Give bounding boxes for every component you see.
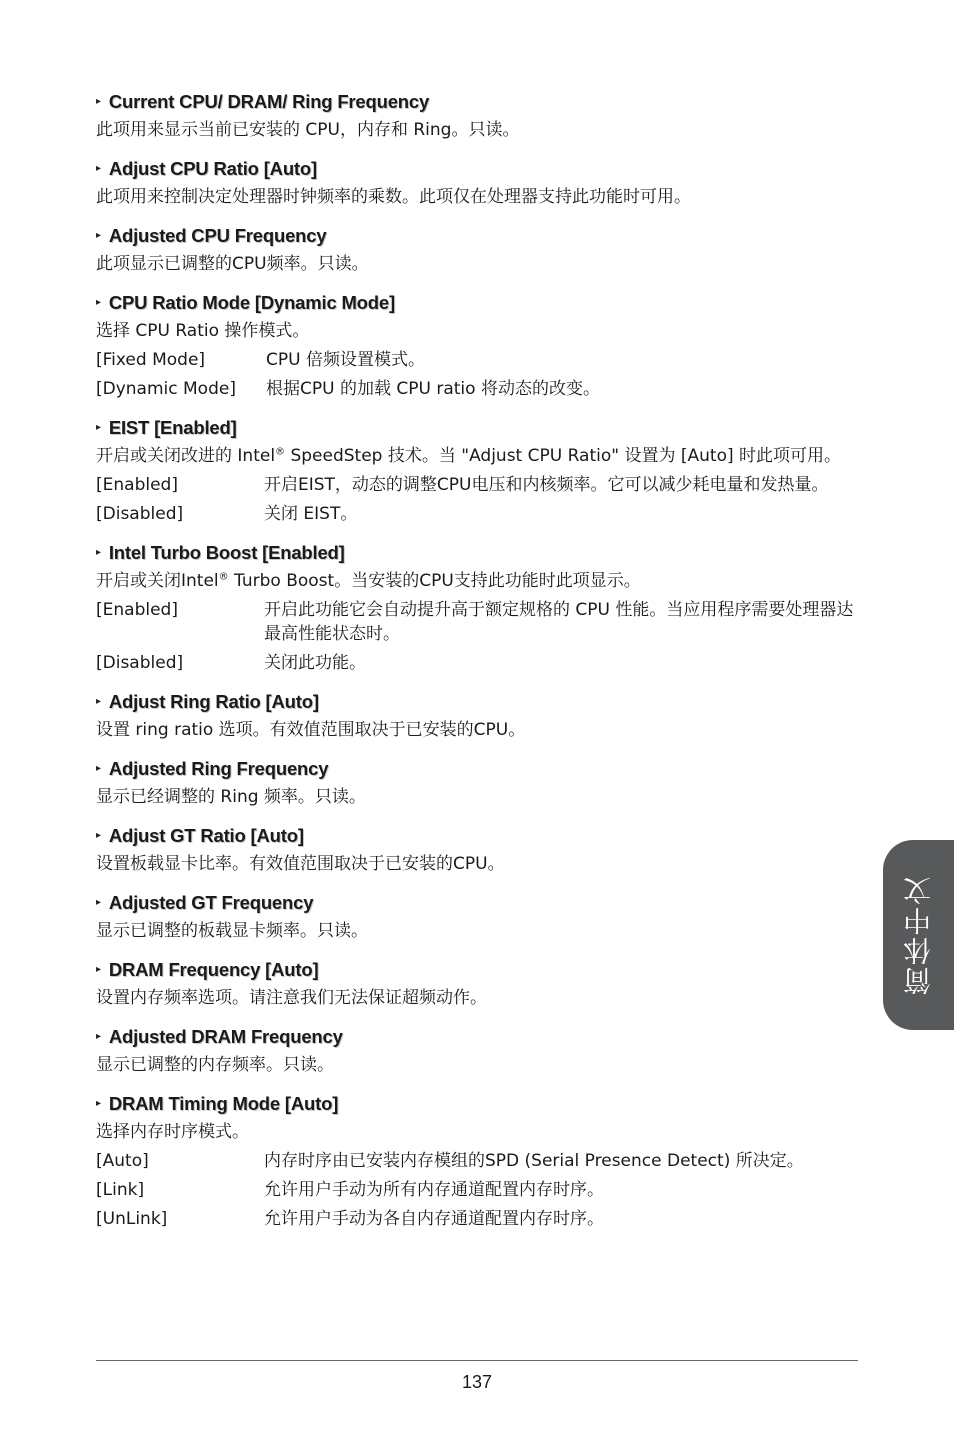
section-adjust-ring-ratio — [96, 690, 858, 742]
option-row — [96, 1178, 858, 1202]
section-description: 开启或关闭Intel® Turbo Boost。当安装的CPU支持此功能时此项显示。 — [96, 571, 641, 591]
section-adjusted-gt-frequency — [96, 891, 858, 943]
section-description: 此项用来显示当前已安装的 CPU，内存和 Ring。只读。 — [96, 120, 520, 140]
option-row — [96, 1207, 858, 1231]
option-key: [Enabled] — [96, 475, 178, 495]
triangle-bullet-icon: ▸ — [96, 96, 101, 107]
triangle-bullet-icon: ▸ — [96, 897, 101, 908]
section-description: 此项显示已调整的CPU频率。只读。 — [96, 254, 369, 274]
option-row — [96, 377, 858, 401]
triangle-bullet-icon: ▸ — [96, 547, 101, 558]
section-heading: ▸ Adjusted DRAM Frequency — [96, 1026, 343, 1047]
option-value: CPU 倍频设置模式。 — [266, 350, 425, 370]
section-description: 显示已调整的板载显卡频率。只读。 — [96, 921, 368, 941]
language-side-tab — [883, 840, 954, 1030]
option-key: [Link] — [96, 1180, 145, 1200]
section-heading: ▸ DRAM Timing Mode [Auto] — [96, 1093, 339, 1114]
section-heading: ▸ Adjust GT Ratio [Auto] — [96, 825, 304, 846]
section-turbo-boost — [96, 541, 858, 675]
option-value: 关闭此功能。 — [264, 653, 366, 673]
section-description: 显示已调整的内存频率。只读。 — [96, 1055, 334, 1075]
section-heading: ▸ CPU Ratio Mode [Dynamic Mode] — [96, 292, 395, 313]
option-value: 关闭 EIST。 — [264, 504, 358, 524]
section-description: 设置板载显卡比率。有效值范围取决于已安装的CPU。 — [96, 854, 505, 874]
option-key: [Fixed Mode] — [96, 350, 206, 370]
triangle-bullet-icon: ▸ — [96, 830, 101, 841]
section-heading: ▸ Adjust Ring Ratio [Auto] — [96, 691, 319, 712]
option-value: 开启EIST，动态的调整CPU电压和内核频率。它可以减少耗电量和发热量。 — [264, 475, 829, 495]
section-description: 显示已经调整的 Ring 频率。只读。 — [96, 787, 366, 807]
page-number: 137 — [461, 1372, 493, 1392]
option-row — [96, 598, 858, 646]
option-row — [96, 1149, 858, 1173]
section-eist — [96, 416, 858, 526]
option-value: 根据CPU 的加载 CPU ratio 将动态的改变。 — [266, 379, 600, 399]
triangle-bullet-icon: ▸ — [96, 1031, 101, 1042]
section-dram-timing-mode — [96, 1092, 858, 1231]
section-heading: ▸ Adjust CPU Ratio [Auto] — [96, 158, 317, 179]
option-row — [96, 651, 858, 675]
section-adjust-gt-ratio — [96, 824, 858, 876]
section-description: 此项用来控制决定处理器时钟频率的乘数。此项仅在处理器支持此功能时可用。 — [96, 187, 691, 207]
option-row — [96, 348, 858, 372]
option-value: 允许用户手动为各自内存通道配置内存时序。 — [264, 1209, 604, 1229]
option-key: [Disabled] — [96, 504, 184, 524]
option-row — [96, 473, 858, 497]
registered-mark: ® — [275, 446, 286, 458]
section-heading: ▸ Intel Turbo Boost [Enabled] — [96, 542, 345, 563]
section-adjusted-cpu-frequency — [96, 224, 858, 276]
section-heading: ▸ Adjusted GT Frequency — [96, 892, 314, 913]
section-description: 设置 ring ratio 选项。有效值范围取决于已安装的CPU。 — [96, 720, 526, 740]
section-heading: ▸ Current CPU/ DRAM/ Ring Frequency — [96, 91, 430, 112]
section-heading: ▸ Adjusted Ring Frequency — [96, 758, 329, 779]
triangle-bullet-icon: ▸ — [96, 1098, 101, 1109]
section-heading: ▸ EIST [Enabled] — [96, 417, 237, 438]
section-description: 开启或关闭改进的 Intel® SpeedStep 技术。当 "Adjust CPU Ratio" 设置为 [Auto] 时此项可用。 — [96, 446, 841, 466]
registered-mark: ® — [218, 571, 229, 583]
section-cpu-ratio-mode — [96, 291, 858, 401]
footer-divider — [96, 1360, 858, 1361]
triangle-bullet-icon: ▸ — [96, 230, 101, 241]
option-value: 开启此功能它会自动提升高于额定规格的 CPU 性能。当应用程序需要处理器达最高性能状态时。 — [264, 600, 854, 644]
section-description: 选择内存时序模式。 — [96, 1122, 249, 1142]
option-row — [96, 502, 858, 526]
section-current-frequency — [96, 90, 858, 142]
option-value: 允许用户手动为所有内存通道配置内存时序。 — [264, 1180, 604, 1200]
option-key: [Disabled] — [96, 653, 184, 673]
triangle-bullet-icon: ▸ — [96, 696, 101, 707]
option-value: 内存时序由已安装内存模组的SPD (Serial Presence Detect) 所决定。 — [264, 1151, 804, 1171]
language-tab-label: 简体中文 — [901, 875, 935, 995]
triangle-bullet-icon: ▸ — [96, 163, 101, 174]
section-heading: ▸ Adjusted CPU Frequency — [96, 225, 327, 246]
manual-content — [96, 90, 858, 1246]
triangle-bullet-icon: ▸ — [96, 964, 101, 975]
option-key: [Enabled] — [96, 600, 178, 620]
triangle-bullet-icon: ▸ — [96, 422, 101, 433]
option-key: [UnLink] — [96, 1209, 168, 1229]
triangle-bullet-icon: ▸ — [96, 297, 101, 308]
section-dram-frequency — [96, 958, 858, 1010]
option-key: [Auto] — [96, 1151, 149, 1171]
option-key: [Dynamic Mode] — [96, 379, 236, 399]
section-description: 选择 CPU Ratio 操作模式。 — [96, 321, 310, 341]
triangle-bullet-icon: ▸ — [96, 763, 101, 774]
section-adjusted-dram-frequency — [96, 1025, 858, 1077]
section-adjust-cpu-ratio — [96, 157, 858, 209]
section-heading: ▸ DRAM Frequency [Auto] — [96, 959, 319, 980]
section-adjusted-ring-frequency — [96, 757, 858, 809]
section-description: 设置内存频率选项。请注意我们无法保证超频动作。 — [96, 988, 487, 1008]
